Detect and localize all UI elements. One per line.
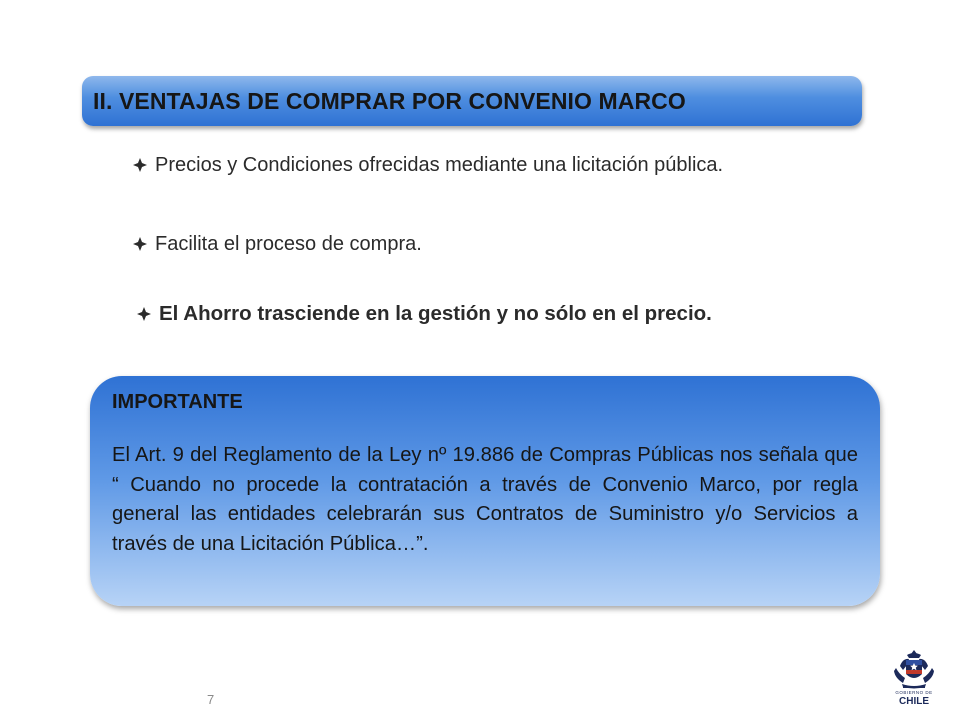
- slide-title: II. VENTAJAS DE COMPRAR POR CONVENIO MARCO: [93, 87, 686, 114]
- bullet-item: [133, 232, 422, 257]
- bullet-item: [133, 153, 793, 178]
- logo-line-1: GOBIERNO DE: [895, 690, 933, 695]
- bullet-text: El Ahorro trasciende en la gestión y no sólo en el precio.: [159, 302, 712, 325]
- bullet-text: Precios y Condiciones ofrecidas mediante una licitación pública.: [155, 154, 724, 176]
- slide-title-bar: [82, 76, 862, 126]
- diamond-bullet-icon: [133, 158, 147, 172]
- logo-line-2: CHILE: [899, 696, 929, 707]
- bullet-item-bold: [137, 301, 712, 326]
- important-panel: [90, 376, 880, 606]
- diamond-bullet-icon: [133, 237, 147, 251]
- diamond-bullet-icon: [137, 307, 151, 321]
- important-heading: IMPORTANTE: [112, 391, 243, 413]
- page-number: 7: [207, 692, 215, 707]
- important-text: El Art. 9 del Reglamento de la Ley nº 19.886 de Compras Públicas nos señala que “ Cuando no procede la contratación a través de Convenio Marco, por regla general las entidades celebrarán sus Contratos de Suministro y/o Servicios a través de una Licitación Pública…”.: [112, 444, 858, 555]
- bullet-text: Facilita el proceso de compra.: [155, 233, 422, 255]
